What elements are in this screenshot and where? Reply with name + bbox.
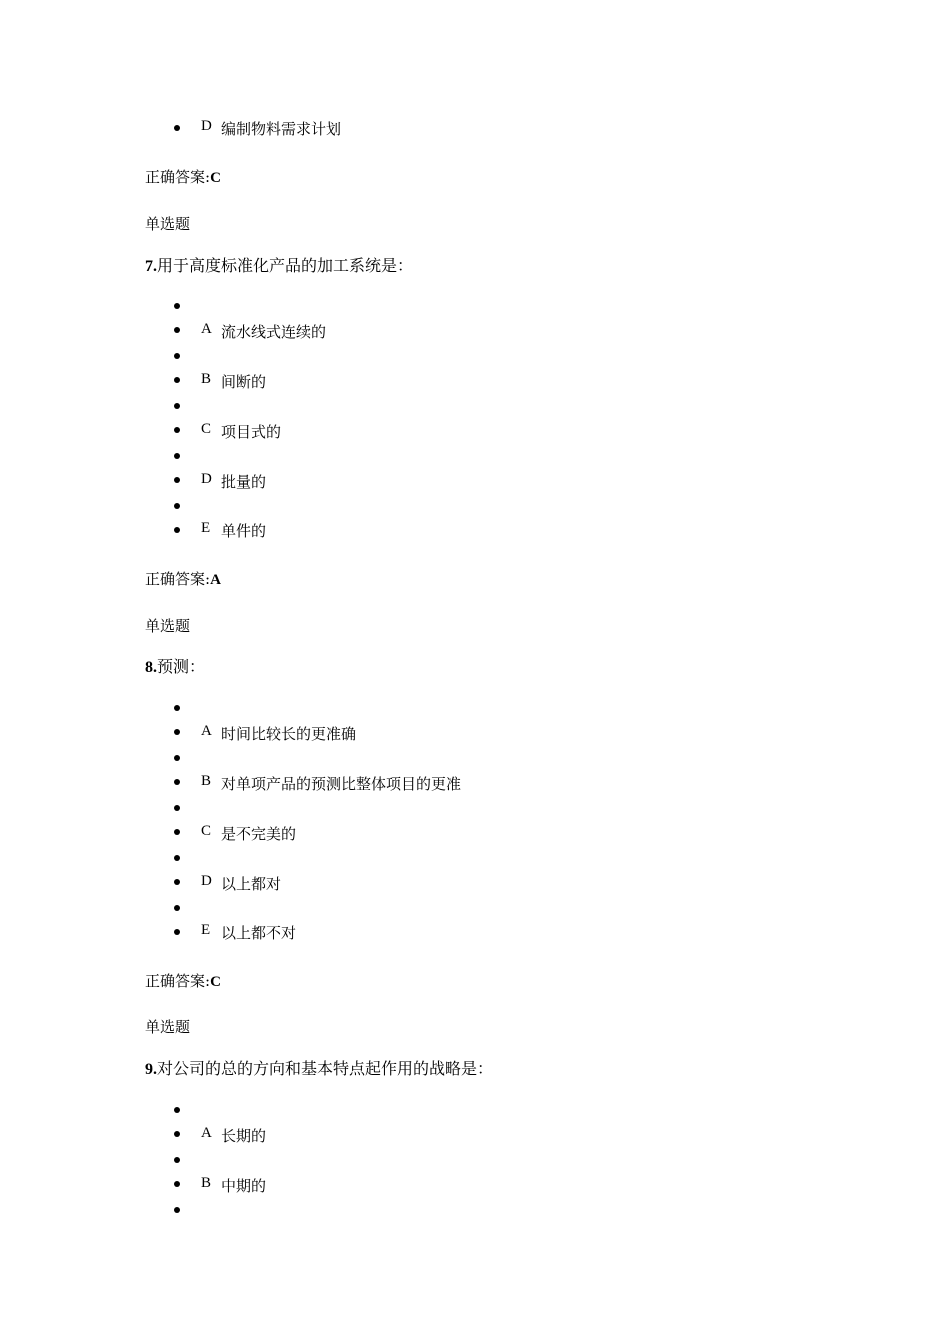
list-bullet [174, 125, 180, 131]
correct-answer [145, 568, 221, 589]
list-bullet [174, 1107, 180, 1113]
option-letter: E [201, 520, 211, 536]
answer-value: C [210, 170, 221, 186]
list-bullet [174, 527, 180, 533]
list-bullet [174, 1181, 180, 1187]
question-text: 用于高度标准化产品的加工系统是： [157, 256, 414, 275]
option-letter: D [201, 873, 212, 889]
option-letter: B [201, 773, 212, 789]
answer-prefix: 正确答案: [145, 570, 211, 588]
option-letter: C [201, 421, 212, 437]
list-bullet [174, 353, 180, 359]
list-bullet [174, 805, 180, 811]
list-bullet [174, 403, 180, 409]
option-text: 编制物料需求计划 [221, 120, 342, 138]
list-bullet [174, 729, 180, 735]
answer-prefix: 正确答案: [145, 168, 211, 186]
list-bullet [174, 503, 180, 509]
question-title [145, 253, 413, 276]
question-type: 单选题 [145, 215, 191, 233]
list-bullet [174, 905, 180, 911]
question-number: 8. [145, 659, 157, 676]
option-text: 对单项产品的预测比整体项目的更准 [221, 775, 462, 793]
answer-value: C [210, 974, 221, 990]
option-text: 流水线式连续的 [221, 323, 327, 341]
option-letter: C [201, 823, 212, 839]
option-text: 以上都不对 [221, 924, 297, 942]
list-bullet [174, 453, 180, 459]
question-type: 单选题 [145, 617, 191, 635]
option-text: 项目式的 [221, 423, 282, 441]
option-letter: A [201, 723, 212, 739]
question-text: 对公司的总的方向和基本特点起作用的战略是： [157, 1059, 494, 1078]
option-text: 是不完美的 [221, 825, 297, 843]
list-bullet [174, 377, 180, 383]
list-bullet [174, 879, 180, 885]
question-type: 单选题 [145, 1018, 191, 1036]
correct-answer [145, 166, 221, 187]
list-bullet [174, 327, 180, 333]
list-bullet [174, 705, 180, 711]
option-text: 批量的 [221, 473, 267, 491]
option-text: 单件的 [221, 522, 267, 540]
option-letter: A [201, 321, 212, 337]
list-bullet [174, 855, 180, 861]
option-letter: E [201, 922, 211, 938]
option-text: 中期的 [221, 1177, 267, 1195]
list-bullet [174, 755, 180, 761]
question-number: 7. [145, 258, 157, 275]
option-letter: A [201, 1125, 212, 1141]
list-bullet [174, 929, 180, 935]
list-bullet [174, 1207, 180, 1213]
question-title [145, 654, 205, 677]
list-bullet [174, 779, 180, 785]
answer-prefix: 正确答案: [145, 972, 211, 990]
list-bullet [174, 1157, 180, 1163]
option-letter: B [201, 1175, 212, 1191]
answer-value: A [210, 572, 221, 588]
option-letter: D [201, 118, 212, 134]
option-text: 时间比较长的更准确 [221, 725, 357, 743]
correct-answer [145, 970, 221, 991]
option-letter: B [201, 371, 212, 387]
list-bullet [174, 1131, 180, 1137]
option-text: 以上都对 [221, 875, 282, 893]
option-text: 间断的 [221, 373, 267, 391]
question-text: 预测： [157, 657, 206, 676]
list-bullet [174, 477, 180, 483]
question-title [145, 1056, 493, 1079]
option-text: 长期的 [221, 1127, 267, 1145]
list-bullet [174, 427, 180, 433]
option-letter: D [201, 471, 212, 487]
question-number: 9. [145, 1061, 157, 1078]
list-bullet [174, 303, 180, 309]
list-bullet [174, 829, 180, 835]
